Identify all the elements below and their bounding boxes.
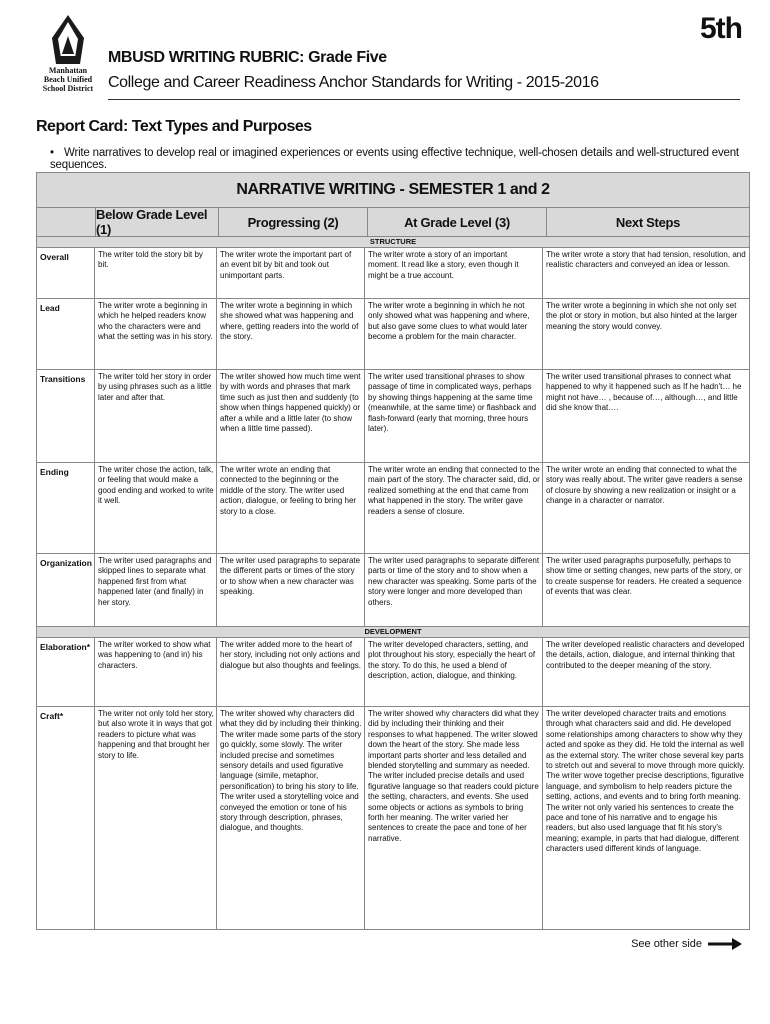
row-label: Organization	[37, 554, 95, 626]
cell-at-grade: The writer used transitional phrases to show passage of time in complicated ways, perhaps by showing things happening at the same time (meanwhile, at the same time) or flashback and flash-forward (early that morning, three hours later).	[365, 370, 543, 462]
rubric-subtitle: College and Career Readiness Anchor Standards for Writing - 2015-2016	[108, 74, 599, 91]
cell-below: The writer told the story bit by bit.	[95, 248, 217, 298]
column-header-progressing: Progressing (2)	[219, 208, 368, 236]
cell-next-steps: The writer used paragraphs purposefully, perhaps to show time or setting changes, new parts of the story, or to create suspense for readers. He created a sequence of events that was clear.	[546, 556, 742, 597]
arrow-right-icon	[708, 938, 742, 950]
cell-at-grade: The writer wrote an ending that connected to the main part of the story. The character said, did, or realized something at the end that came from what happened in the story. The writer gave readers a sense of closure.	[365, 463, 543, 553]
row-label: Ending	[37, 463, 95, 553]
column-header-at-grade: At Grade Level (3)	[368, 208, 547, 236]
row-label: Lead	[37, 299, 95, 369]
cell-below: The writer not only told her story, but also wrote it in ways that got readers to picture what was happening and that brought her story to life.	[95, 707, 217, 929]
bullet-icon: •	[50, 147, 54, 159]
column-header-next-steps: Next Steps	[615, 214, 681, 230]
section-development: DEVELOPMENT	[37, 627, 749, 638]
cell-progressing: The writer added more to the heart of her story, including not only actions and dialogue but also thoughts and feelings.	[217, 638, 365, 706]
grade-tag: 5th	[700, 12, 742, 45]
table-row	[37, 248, 749, 299]
report-card-title: Report Card: Text Types and Purposes	[36, 118, 312, 135]
cell-next-steps: The writer developed realistic characters and developed the details, action, dialogue, and internal thinking that contributed to the deeper meaning of the story.	[546, 640, 745, 670]
district-logo	[40, 14, 96, 102]
cell-progressing: The writer used paragraphs to separate the different parts or times of the story or to show when a new character was speaking.	[217, 554, 365, 626]
cell-below: The writer used paragraphs and skipped lines to separate what happened first from what happened later (and finally) in her story.	[95, 554, 217, 626]
cell-progressing: The writer wrote the important part of an event bit by bit and took out unimportant parts.	[217, 248, 365, 298]
cell-next-steps: The writer wrote a beginning in which she not only set the plot or story in motion, but also hinted at the larger meaning the story would convey.	[546, 301, 738, 331]
cell-at-grade: The writer wrote a beginning in which he not only showed what was happening and where, but also gave some clues to what would later become a problem for the main character.	[365, 299, 543, 369]
cell-at-grade: The writer used paragraphs to separate different parts or time of the story and to show when a new character was speaking. Some parts of the story were longer and more developed than others.	[365, 554, 543, 626]
row-label: Transitions	[37, 370, 95, 462]
district-seal-icon	[50, 14, 86, 66]
cell-progressing: The writer wrote an ending that connected to the beginning or the middle of the story. The writer used action, dialogue, or feeling to bring her story to a close.	[217, 463, 365, 553]
cell-next-steps: The writer used transitional phrases to connect what happened to why it happened such as If he hadn't… he might not have… , because of…, although…, and little did she know that….	[546, 372, 742, 413]
row-label: Elaboration*	[37, 638, 95, 706]
cell-at-grade: The writer wrote a story of an important moment. It read like a story, even though it might be a true account.	[365, 248, 543, 298]
table-row	[37, 299, 749, 370]
cell-below: The writer worked to show what was happening to (and in) his characters.	[95, 638, 217, 706]
cell-next-steps: The writer wrote an ending that connected to what the story was really about. The writer gave readers a sense of closure by showing a new realization or insight or a change in a character or narrator.	[546, 465, 743, 506]
standard-text: Write narratives to develop real or imagined experiences or events using effective technique, well-chosen details and well-structured event sequences.	[50, 147, 739, 171]
table-row	[37, 707, 749, 929]
row-label: Craft*	[37, 707, 95, 929]
cell-next-steps: The writer developed character traits and emotions through what characters said and did. He developed some relationships among characters to show why they acted and spoke as they did. He told the internal as well as the external story. The writer chose several key parts to stretch out and several to move through more quickly. The writer wove together precise descriptions, figurative language, and symbolism to help readers picture the setting, actions, and events and to bring forth meaning. The writer not only varied his sentences to create the pace and tone of his narrative and to engage his readers, but also used language that fit his story's meaning; example, in parts that had dialogue, different characters used different kinds of language.	[546, 709, 745, 854]
table-row	[37, 638, 749, 707]
cell-progressing: The writer wrote a beginning in which she showed what was happening and where, getting readers into the world of the story.	[217, 299, 365, 369]
column-header-below: Below Grade Level (1)	[96, 208, 219, 236]
see-other-side	[631, 938, 742, 950]
cell-below: The writer chose the action, talk, or feeling that would make a good ending and worked to write it well.	[95, 463, 217, 553]
table-row	[37, 463, 749, 554]
rubric-table	[36, 172, 750, 930]
table-banner: NARRATIVE WRITING - SEMESTER 1 and 2	[37, 173, 749, 208]
table-row	[37, 370, 749, 463]
row-label: Overall	[37, 248, 95, 298]
cell-at-grade: The writer developed characters, setting, and plot throughout his story, especially the heart of the story. To do this, he used a blend of description, action, dialogue, and thinking.	[365, 638, 543, 706]
cell-next-steps: The writer wrote a story that had tension, resolution, and realistic characters and conveyed an idea or lesson.	[546, 250, 746, 270]
column-header-blank	[37, 208, 96, 236]
standard-bullet	[50, 147, 770, 171]
cell-at-grade: The writer showed why characters did what they did by including their thinking and their responses to what happened. The writer slowed down the heart of the story. She made less important parts shorter and less detailed and blended storytelling and summary as needed. The writer included precise details and used figurative language so that readers could picture the setting, characters, and events. She used some objects or actions as symbols to bring forth her meaning. The writer varied her sentences to create the pace and tone of her narrative.	[365, 707, 543, 929]
cell-below: The writer told her story in order by using phrases such as a little later and after that.	[95, 370, 217, 462]
cell-below: The writer wrote a beginning in which he helped readers know who the characters were and what the setting was in his story.	[95, 299, 217, 369]
see-other-side-label: See other side	[631, 938, 702, 950]
district-name: Manhattan Beach Unified School District	[42, 66, 94, 93]
title-divider	[108, 99, 740, 100]
column-headers	[37, 208, 749, 237]
cell-progressing: The writer showed how much time went by with words and phrases that mark time such as just then and suddenly (to show when things happened quickly) or after a while and a little later (to show when a little time passed).	[217, 370, 365, 462]
section-structure: STRUCTURE	[37, 237, 749, 248]
rubric-title: MBUSD WRITING RUBRIC: Grade Five	[108, 49, 387, 66]
table-row	[37, 554, 749, 627]
cell-progressing: The writer showed why characters did what they did by including their thinking. The writer made some parts of the story go quickly, some slowly. The writer included precise and sometimes sensory details and used figurative language (simile, metaphor, personification) to bring his story to life. The writer used a storytelling voice and conveyed the emotion or tone of his story through description, phrases, dialogue, and thoughts.	[217, 707, 365, 929]
